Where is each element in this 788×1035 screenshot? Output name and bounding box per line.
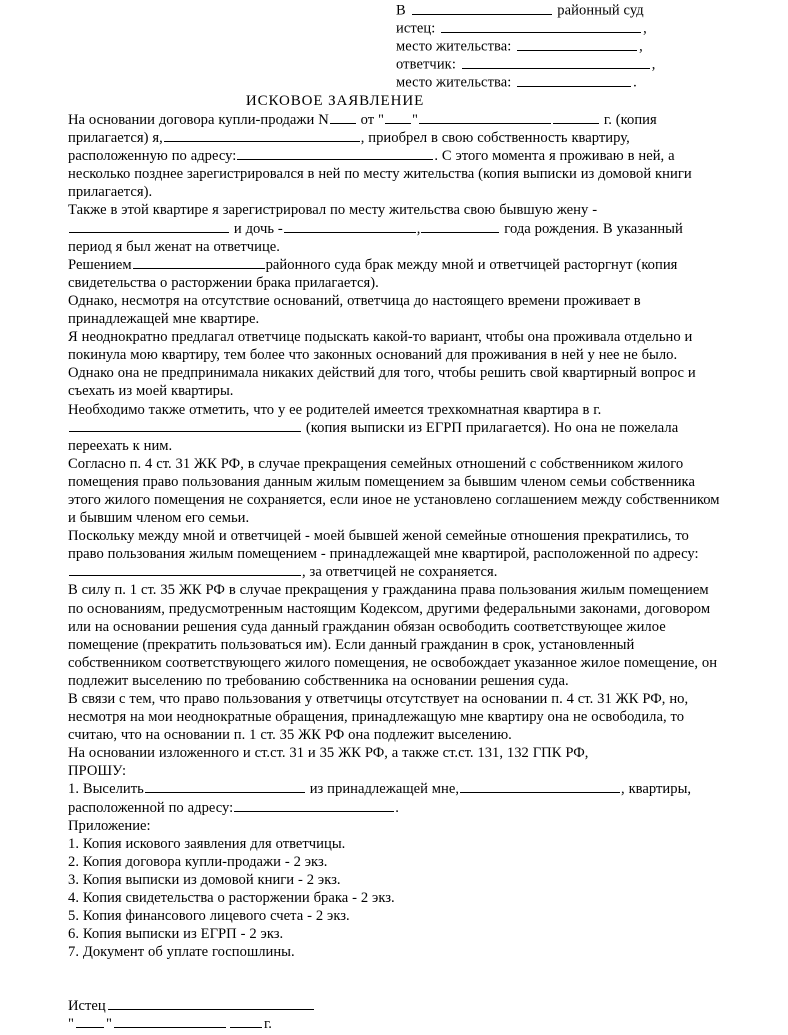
date-year-blank[interactable] bbox=[230, 1015, 262, 1028]
date-line bbox=[68, 1015, 568, 1033]
plaintiff-fullname-blank[interactable] bbox=[164, 129, 360, 142]
apartment-address-blank-2[interactable] bbox=[69, 563, 301, 576]
date-quote-close: " bbox=[105, 1016, 112, 1033]
paragraph-still-residing: Однако, несмотря на отсутствие оснований, ответчица до настоящего времени проживает в принадлежащей мне квартире. bbox=[68, 292, 641, 328]
defendant-line bbox=[396, 56, 776, 74]
claim-a-text: 1. Выселить bbox=[68, 781, 144, 798]
paragraph-article-31: Согласно п. 4 ст. 31 ЖК РФ, в случае прекращения семейных отношений с собственником жилого помещения право пользования данным жилым помещением за бывшим членом семьи собственника этого жилого помещения не сохраняется, если иное не установлено соглашением между собственником и бывшим членом его семьи. bbox=[68, 455, 720, 527]
daughter-birthyear-blank[interactable] bbox=[421, 220, 499, 233]
evictee-name-blank[interactable] bbox=[145, 781, 305, 794]
plaintiff-comma: , bbox=[643, 20, 647, 37]
p6-b-text: (копия выписки из ЕГРП прилагается). Но она не пожелала переехать к ним. bbox=[68, 419, 679, 454]
paragraph-conclusion: В связи с тем, что право пользования у ответчицы отсутствует на основании п. 4 ст. 31 ЖК РФ, но, несмотря на мои неоднократные обращения, принадлежащую мне квартиру она не освободила, то считаю, что на основании п. 1 ст. 35 ЖК РФ она подлежит выселению. bbox=[68, 691, 689, 744]
request-heading: ПРОШУ: bbox=[68, 763, 127, 780]
divorce-court-blank[interactable] bbox=[133, 256, 265, 269]
p1-d-text: г. (копия прилагается) я, bbox=[68, 112, 657, 147]
p1-f-text: . С этого момента я проживаю в ней, а несколько позднее зарегистрировался в ней по месту жительства (копия выписки из домовой книги прилагается). bbox=[68, 148, 692, 201]
paragraph-article-35: В силу п. 1 ст. 35 ЖК РФ в случае прекращения у гражданина права пользования жилым помещением по основаниям, предусмотренным настоящим Кодексом, другими федеральными законами, договором или на основании решения суда данный гражданин обязан освободить соответствующее жилое помещение (прекратить пользоваться им). Если данный гражданин в срок, установленный собственником соответствующего жилого помещения, не освобождает указанное жилое помещение, он подлежит выселению по требованию собственника на основании решения суда. bbox=[68, 582, 718, 689]
paragraph-legal-basis: На основании изложенного и ст.ст. 31 и 35 ЖК РФ, а также ст.ст. 131, 132 ГПК РФ, bbox=[68, 745, 589, 762]
p2-c-text: , bbox=[416, 220, 421, 237]
court-prefix-label: В bbox=[396, 2, 406, 19]
appendix-item: 5. Копия финансового лицевого счета - 2 экз. bbox=[68, 908, 350, 925]
apartment-address-blank[interactable] bbox=[237, 147, 433, 160]
defendant-label: ответчик: bbox=[396, 56, 456, 73]
year-suffix-label: г. bbox=[263, 1016, 272, 1033]
date-day-blank[interactable] bbox=[76, 1015, 104, 1028]
claim-item-1 bbox=[68, 780, 722, 816]
paragraph-rights-terminated bbox=[68, 527, 722, 581]
p8-b-text: , за ответчицей не сохраняется. bbox=[302, 564, 498, 581]
p1-e-text: , приобрел в свою собственность квартиру, расположенную по адресу: bbox=[68, 130, 630, 165]
p1-b-text: от " bbox=[360, 112, 385, 128]
p3-a-text: Решением bbox=[68, 256, 132, 273]
signature-blank[interactable] bbox=[108, 997, 314, 1010]
signature-line bbox=[68, 997, 568, 1015]
claim-d-text: . bbox=[395, 799, 399, 816]
court-addressing-block bbox=[396, 2, 776, 92]
defendant-address-line bbox=[396, 74, 776, 92]
date-month-blank[interactable] bbox=[114, 1015, 226, 1028]
contract-year-blank[interactable] bbox=[553, 111, 599, 124]
defendant-address-label: место жительства: bbox=[396, 74, 512, 91]
plaintiff-address-comma: , bbox=[639, 38, 643, 55]
claim-b-text: из принадлежащей мне, bbox=[309, 781, 460, 798]
parents-city-blank[interactable] bbox=[69, 419, 301, 432]
appendix-item: 6. Копия выписки из ЕГРП - 2 экз. bbox=[68, 926, 284, 943]
paragraph-parents-apartment bbox=[68, 401, 722, 455]
contract-month-blank[interactable] bbox=[419, 111, 551, 124]
daughter-name-blank[interactable] bbox=[284, 220, 416, 233]
claim-address-blank[interactable] bbox=[234, 799, 394, 812]
defendant-name-blank[interactable] bbox=[462, 56, 650, 69]
appendix-item: 7. Документ об уплате госпошлины. bbox=[68, 944, 295, 961]
p6-a-text: Необходимо также отметить, что у ее родителей имеется трехкомнатная квартира в г. bbox=[68, 401, 602, 418]
plaintiff-line bbox=[396, 20, 776, 38]
signature-block bbox=[68, 997, 568, 1033]
owner-name-blank[interactable] bbox=[460, 781, 620, 794]
court-suffix-label: районный суд bbox=[557, 2, 644, 19]
defendant-address-period: . bbox=[633, 74, 637, 91]
plaintiff-label: истец: bbox=[396, 20, 436, 37]
plaintiff-address-line bbox=[396, 38, 776, 56]
court-name-blank[interactable] bbox=[412, 2, 552, 15]
p1-c-text: " bbox=[412, 112, 418, 128]
date-quote-open: " bbox=[68, 1016, 74, 1033]
court-name-line bbox=[396, 2, 776, 20]
plaintiff-name-blank[interactable] bbox=[441, 20, 641, 33]
claim-c-text: , квартиры, расположенной по адресу: bbox=[68, 781, 692, 816]
signature-label: Истец bbox=[68, 998, 106, 1014]
plaintiff-address-blank[interactable] bbox=[517, 38, 637, 51]
p2-d-text: года рождения. В указанный период я был женат на ответчице. bbox=[68, 220, 683, 255]
contract-day-blank[interactable] bbox=[385, 111, 411, 124]
contract-number-blank[interactable] bbox=[330, 111, 356, 124]
paragraph-purchase-basis bbox=[68, 111, 722, 201]
appendix-item: 3. Копия выписки из домовой книги - 2 экз. bbox=[68, 871, 341, 888]
defendant-address-blank[interactable] bbox=[517, 74, 631, 87]
p2-a-text: Также в этой квартире я зарегистрировал по месту жительства свою бывшую жену - bbox=[68, 202, 598, 219]
appendix-item: 1. Копия искового заявления для ответчицы. bbox=[68, 835, 346, 852]
paragraph-divorce bbox=[68, 256, 722, 292]
document-body bbox=[68, 111, 722, 961]
p2-b-text: и дочь - bbox=[233, 220, 283, 237]
plaintiff-address-label: место жительства: bbox=[396, 38, 512, 55]
appendix-item: 4. Копия свидетельства о расторжении брака - 2 экз. bbox=[68, 890, 395, 907]
p8-a-text: Поскольку между мной и ответчицей - моей бывшей женой семейные отношения прекратились, то право пользования жилым помещением - принадлежащей мне квартирой, расположенной по адресу: bbox=[68, 528, 699, 563]
paragraph-repeated-requests: Я неоднократно предлагал ответчице подыскать какой-то вариант, чтобы она проживала отдельно и покинула мою квартиру, тем более что законных оснований для проживания в ней у нее не было. Однако она не предпринимала никаких действий для того, чтобы решить свой квартирный вопрос и съехать из моей квартиры. bbox=[68, 329, 696, 400]
appendix-heading: Приложение: bbox=[68, 817, 151, 834]
ex-wife-name-blank[interactable] bbox=[69, 220, 229, 233]
document-title: ИСКОВОЕ ЗАЯВЛЕНИЕ bbox=[245, 93, 425, 109]
paragraph-registration bbox=[68, 201, 722, 255]
p1-a-text: На основании договора купли-продажи N bbox=[68, 112, 329, 128]
appendix-item: 2. Копия договора купли-продажи - 2 экз. bbox=[68, 853, 328, 870]
p3-b-text: районного суда брак между мной и ответчицей расторгнут (копия свидетельства о расторжении брака прилагается). bbox=[68, 256, 678, 291]
defendant-comma: , bbox=[651, 56, 656, 73]
